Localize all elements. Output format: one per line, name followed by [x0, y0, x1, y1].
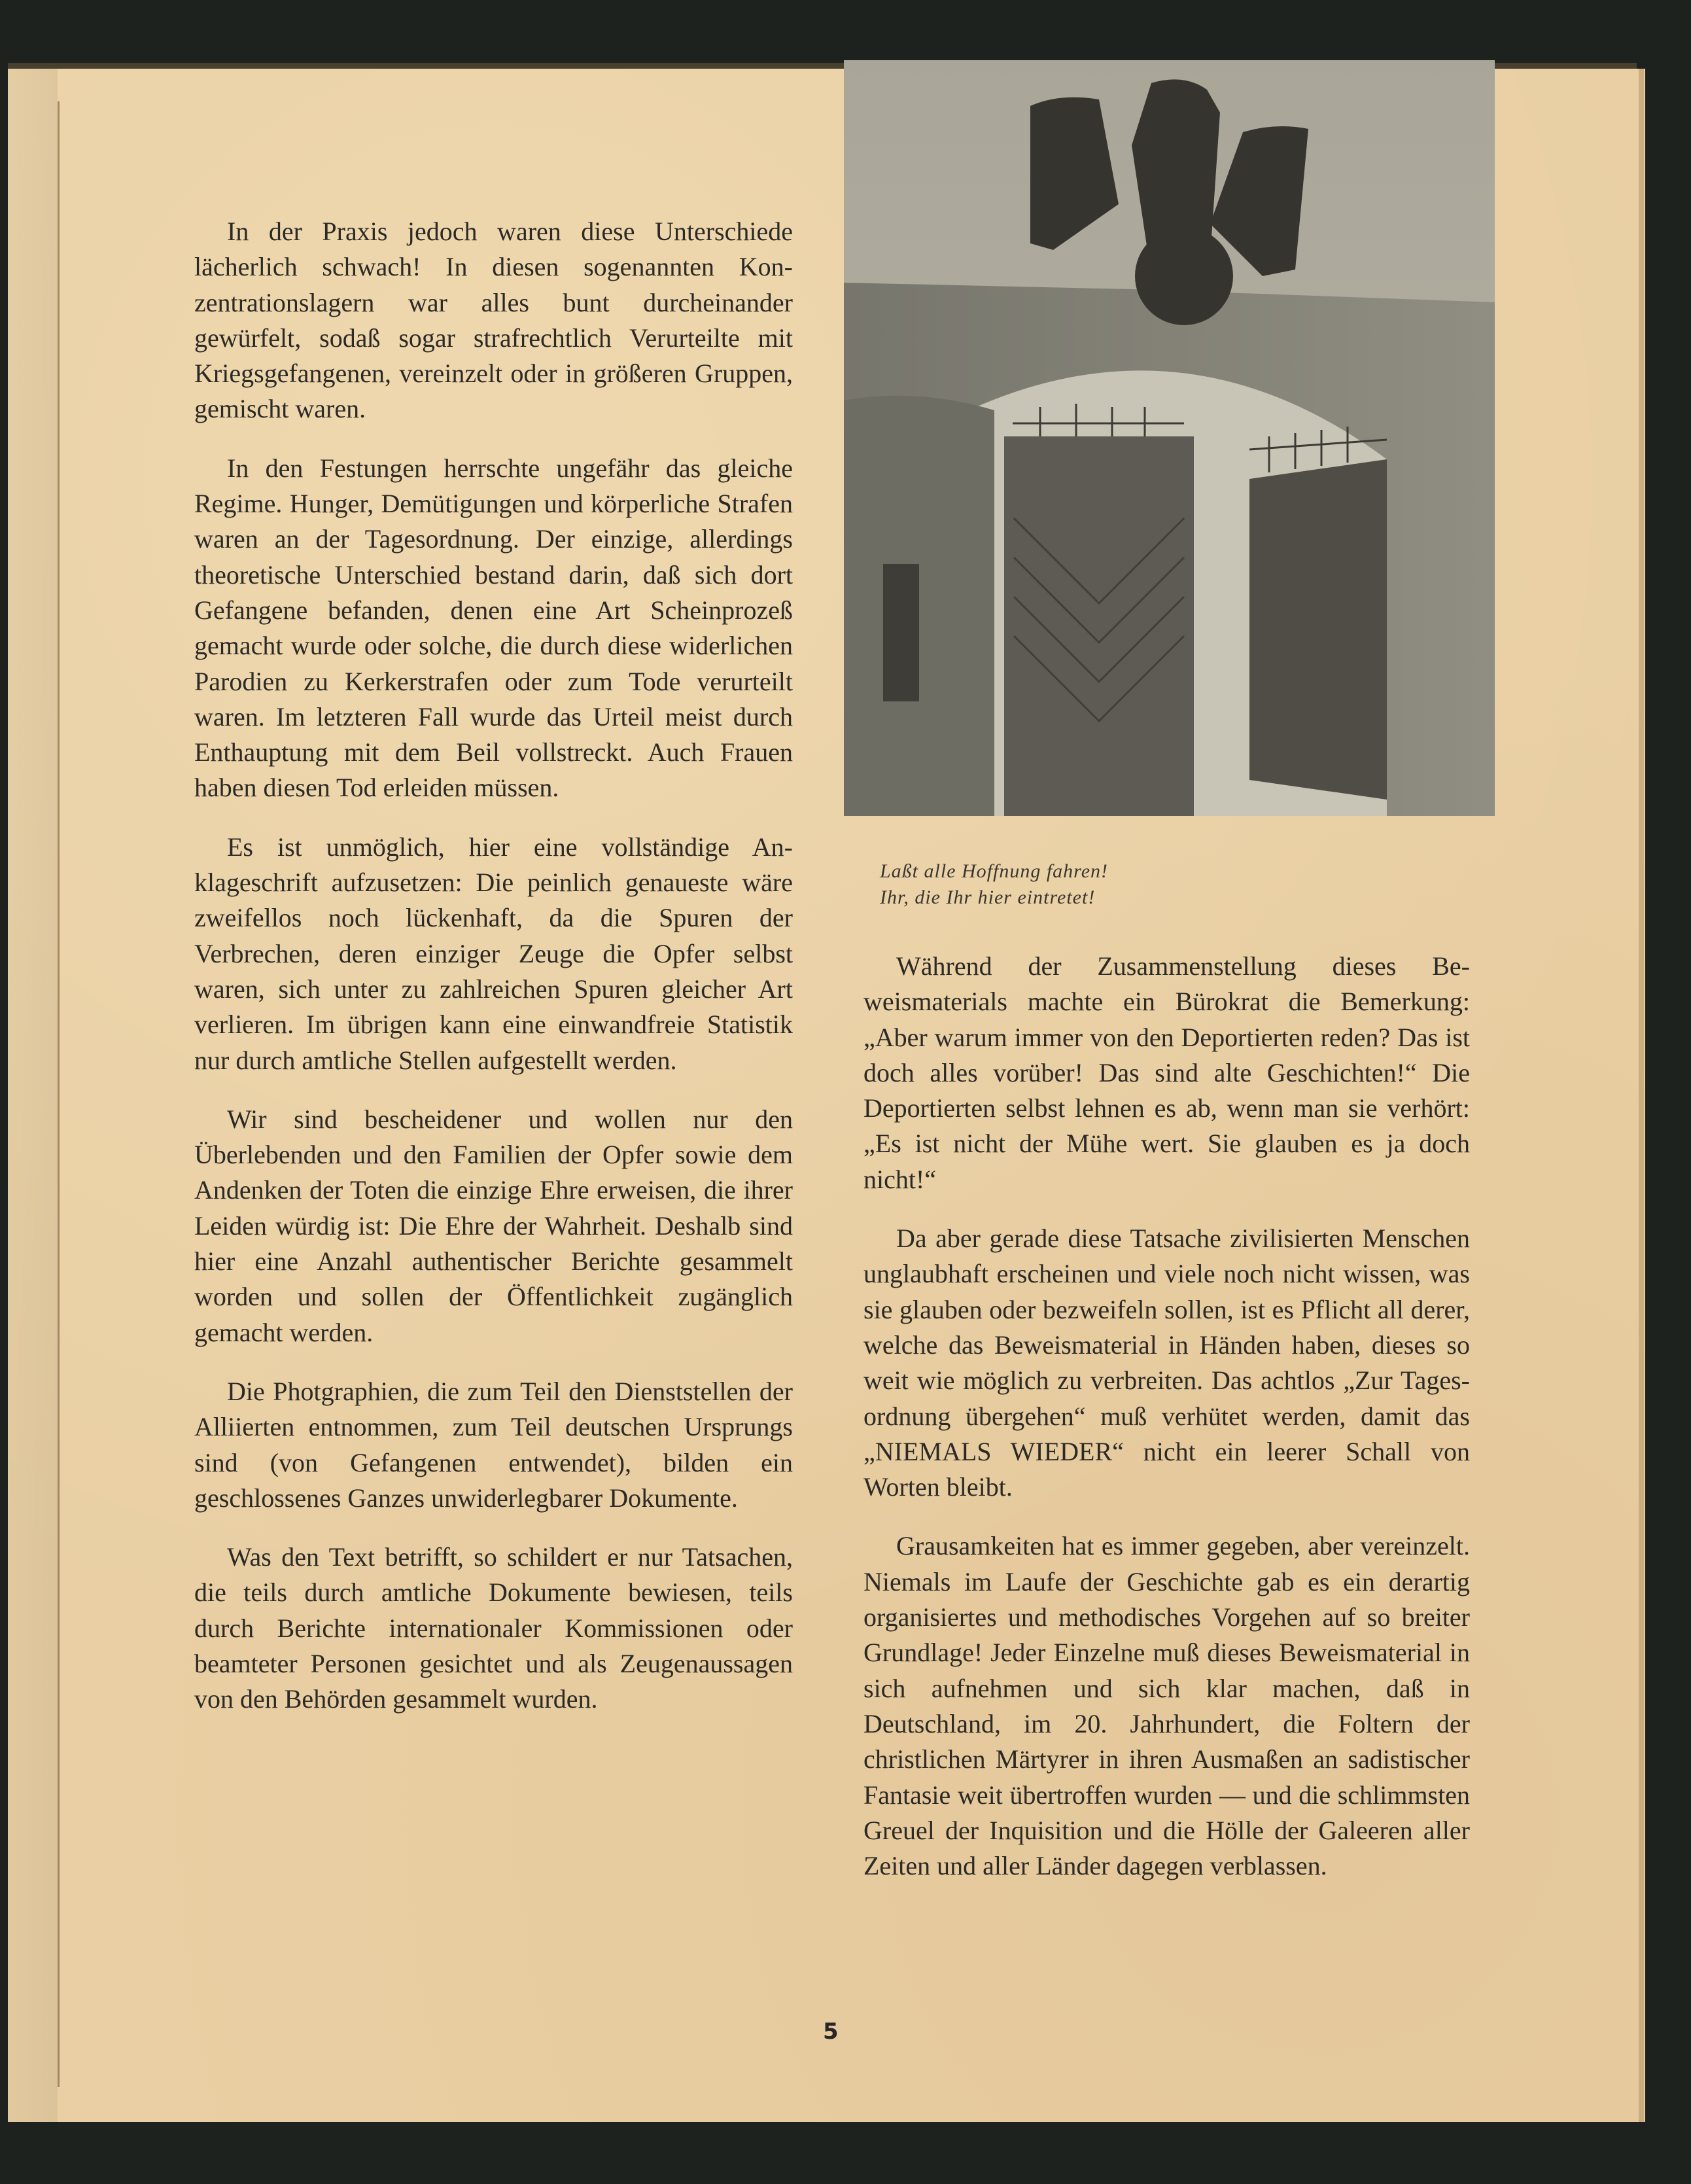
tower-slit: [883, 564, 919, 701]
binding-fold: [58, 101, 60, 2087]
paragraph: In der Praxis jedoch waren diese Unterschiede lächerlich schwach! In diesen sogenannten Konzentrationslagern war alles bunt durcheinander gewürfelt, sodaß sogar strafrechtlich Verurteilte mit Kriegsgefangenen, vereinzelt oder in größeren Gruppen, gemischt waren.: [194, 217, 793, 424]
page-number: 5: [823, 2018, 839, 2045]
paragraph: Wir sind bescheidener und wollen nur den Überlebenden und den Familien der Opfer sowie dem Andenken der Toten die einzige Ehre erweisen, die ihrer Leiden würdig ist: Die Ehre der Wahrheit. Deshalb sind hier eine Anzahl authentischer Berichte gesammelt worden und sollen der Öffentlichkeit zugänglich gemacht werden.: [194, 1104, 793, 1347]
paragraph: Es ist unmöglich, hier eine vollständige Anklageschrift aufzusetzen: Die peinlich genaueste wäre zweifellos noch lückenhaft, da die Spuren der Verbrechen, deren einziger Zeuge die Opfer selbst waren, sich unter zu zahlreichen Spuren gleicher Art verlieren. Im übrigen kann eine einwandfreie Statistik nur durch amtliche Stellen aufgestellt werden.: [194, 832, 793, 1075]
left-text-column: [194, 214, 793, 1741]
gate-photo-illustration: [844, 60, 1495, 816]
paragraph: In den Festungen herrschte ungefähr das gleiche Regime. Hunger, Demütigungen und körperliche Strafen waren an der Tagesordnung. Der einzige, allerdings theoretische Unterschied bestand darin, daß sich dort Gefangene befanden, denen eine Art Scheinprozeß gemacht wurde oder solche, die durch diese widerlichen Parodien zu Kerkerstrafen oder zum Tode verurteilt waren. Im letzteren Fall wurde das Urteil meist durch Enthauptung mit dem Beil vollstreckt. Auch Frauen haben diesen Tod erleiden müssen.: [194, 453, 793, 803]
photo-caption: [880, 858, 1108, 911]
gate-photograph: [844, 60, 1495, 816]
paragraph: Was den Text betrifft, so schildert er nur Tatsachen, die teils durch amtliche Dokumente bewiesen, teils durch Berichte internationaler Kommissionen oder beamteter Personen gesichtet und als Zeugenaussagen von den Behörden gesammelt wurden.: [194, 1542, 793, 1714]
paragraph: Während der Zusammenstellung dieses Beweismaterials machte ein Bürokrat die Bemerkung: „Aber warum immer von den Deportierten reden? Das ist doch alles vorüber! Das sind alte Geschichten!“ Die Deportierten selbst lehnen es ab, wenn man sie verhört: „Es ist nicht der Mühe wert. Sie glauben es ja doch nicht!“: [863, 951, 1470, 1194]
right-text-column: [863, 949, 1470, 1907]
binding-margin: [8, 69, 58, 2122]
left-gate-door: [1004, 436, 1194, 816]
caption-line: Ihr, die Ihr hier eintretet!: [880, 887, 1096, 908]
caption-line: Laßt alle Hoffnung fahren!: [880, 860, 1109, 882]
page-right-edge: [1639, 69, 1644, 2122]
paragraph: Grausamkeiten hat es immer gegeben, aber vereinzelt. Niemals im Laufe der Geschichte gab es ein derartig organisiertes und methodisches Vorgehen auf so breiter Grundlage! Jeder Einzelne muß dieses Beweismaterial in sich aufnehmen und sich klar machen, daß in Deutschland, im 20. Jahrhundert, die Foltern der christlichen Märtyrer in ihren Ausmaßen an sadistischer Fantasie weit übertroffen wurden — und die schlimmsten Greuel der Inquisition und die Hölle der Galeeren aller Zeiten und aller Länder dagegen verblassen.: [863, 1531, 1470, 1881]
paragraph: Da aber gerade diese Tatsache zivilisierten Menschen unglaubhaft erscheinen und viele noch nicht wissen, was sie glauben oder bezweifeln sollen, ist es Pflicht all derer, welche das Beweismaterial in Händen haben, dieses so weit wie möglich zu verbreiten. Das achtlos „Zur Tagesordnung übergehen“ muß verhütet werden, damit das „NIEMALS WIEDER“ nicht ein leerer Schall von Worten bleibt.: [863, 1224, 1470, 1502]
right-gate-door: [1249, 459, 1387, 800]
paragraph: Die Photgraphien, die zum Teil den Dienststellen der Alliierten entnommen, zum Teil deutschen Ursprungs sind (von Gefangenen entwendet), bilden ein geschlossenes Ganzes unwiderlegbarer Dokumente.: [194, 1376, 793, 1513]
